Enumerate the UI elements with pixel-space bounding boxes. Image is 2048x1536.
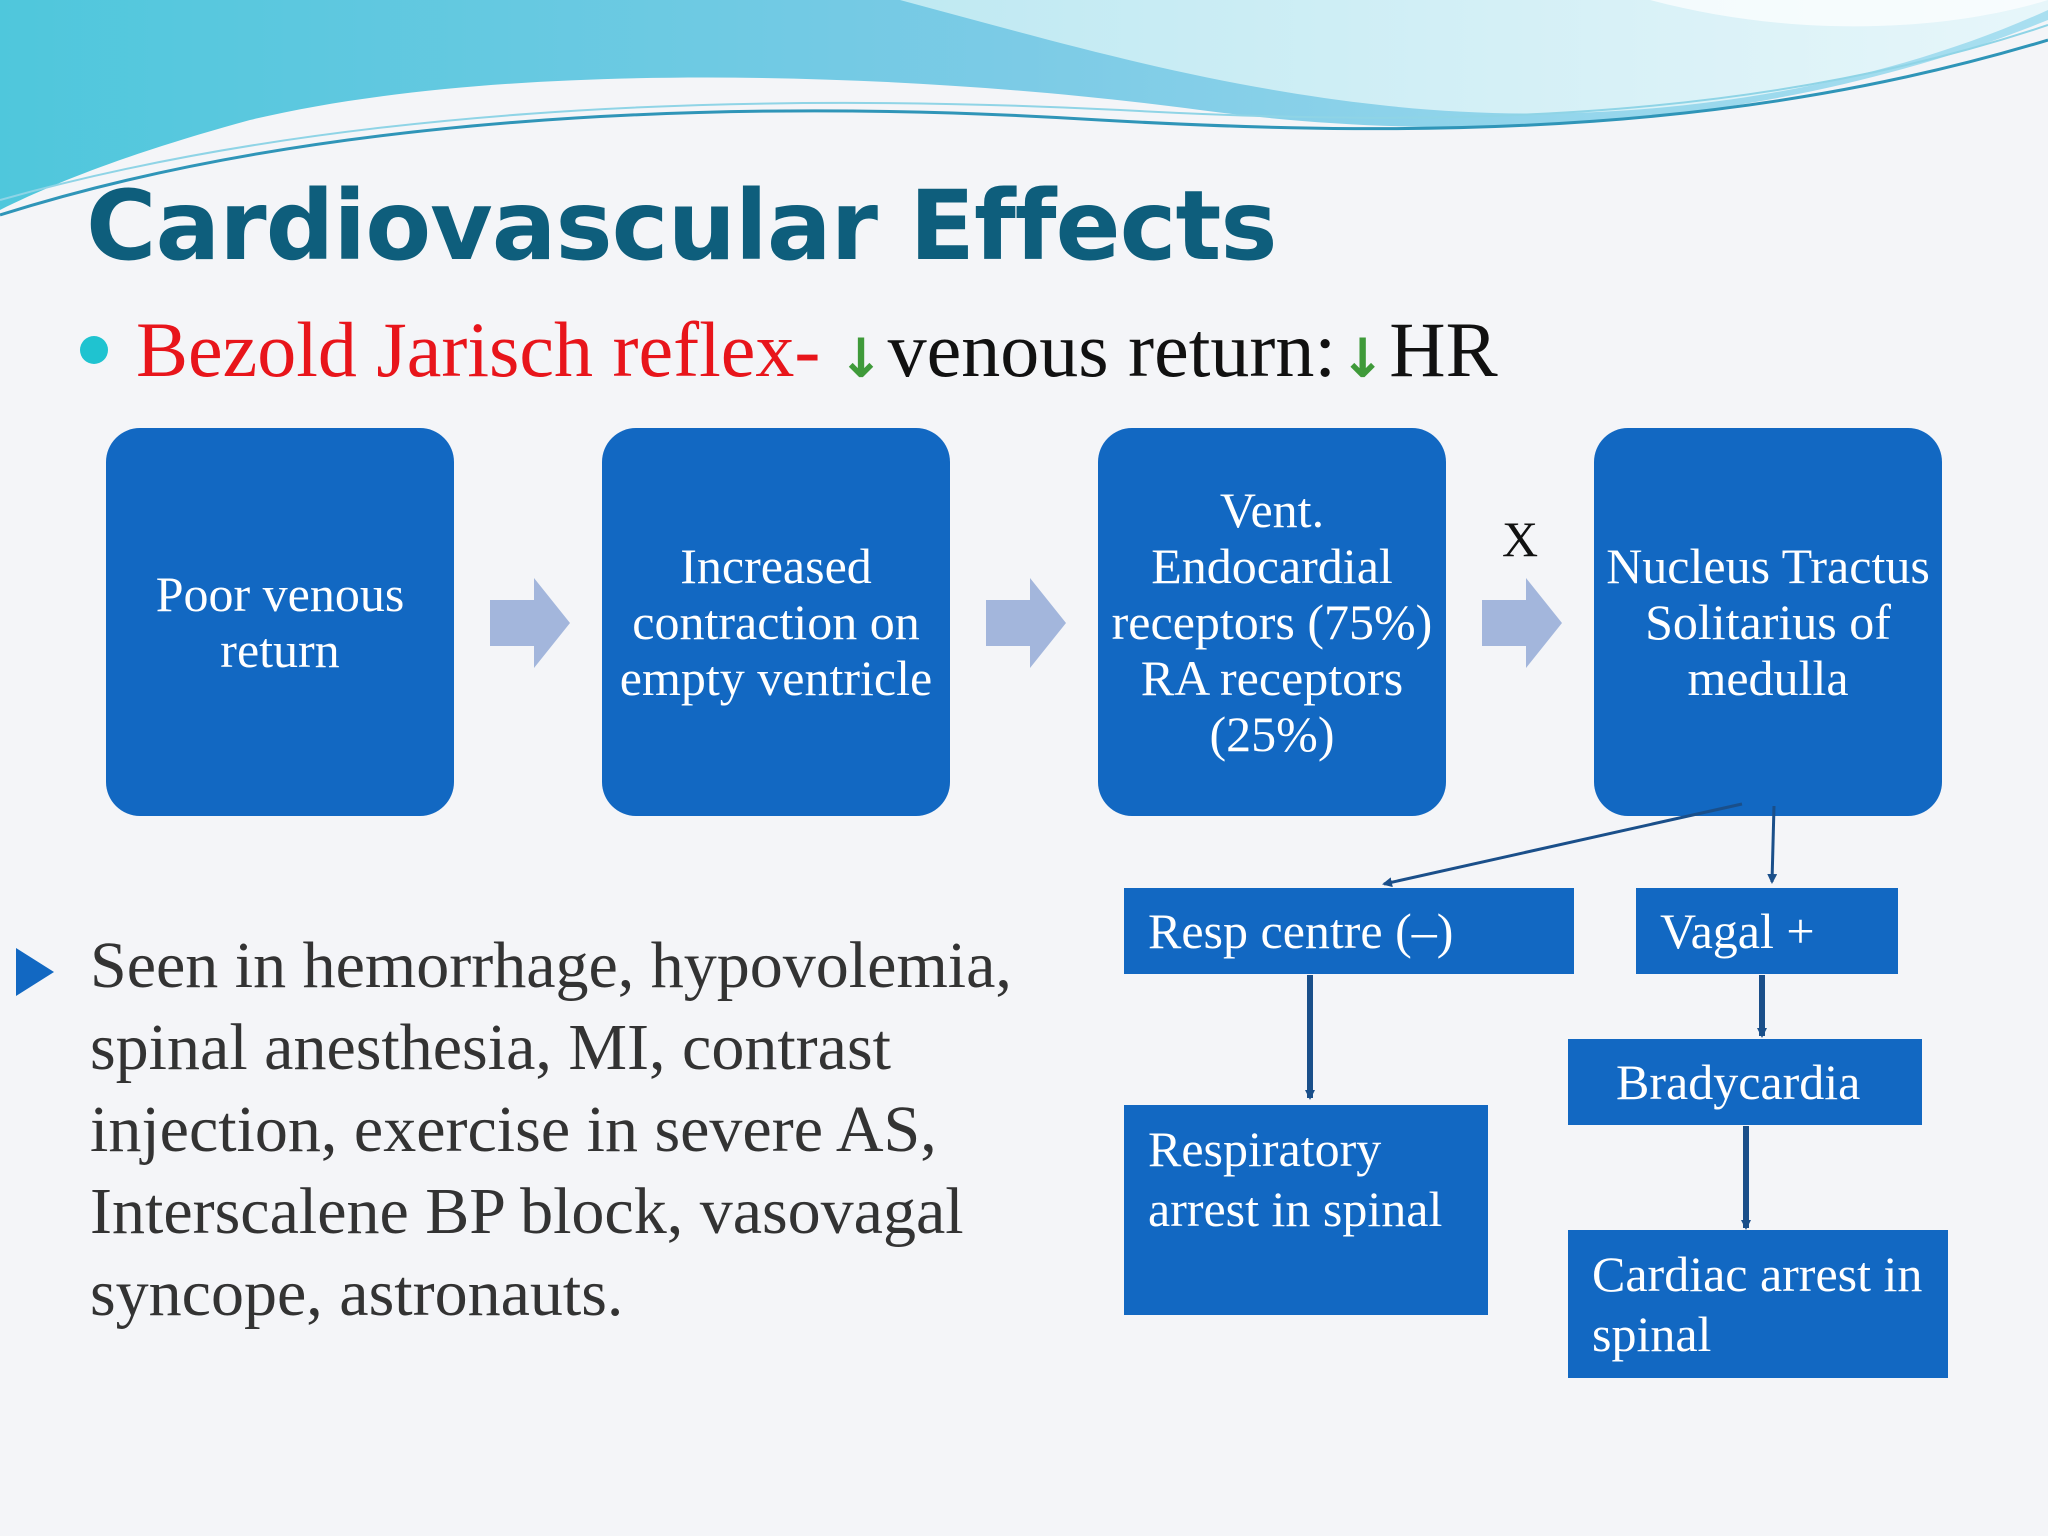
bradycardia-label: Bradycardia: [1616, 1054, 1861, 1110]
down-arrow-icon: ↓: [838, 326, 884, 390]
resp-centre-label: Resp centre (–): [1148, 903, 1454, 959]
respiratory-arrest-label: Respiratory arrest in spinal: [1148, 1121, 1443, 1237]
down-arrow-icon: ↓: [1340, 326, 1386, 390]
cardiac-arrest-label: Cardiac arrest in spinal: [1592, 1246, 1923, 1362]
vagal-box: [1636, 888, 1898, 974]
venous-return-text: venous return:: [887, 306, 1337, 393]
seen-in-text: Seen in hemorrhage, hypovolemia, spinal anesthesia, MI, contrast injection, exercise in severe AS, Interscalene BP block, vasovagal syncope, astronauts.: [90, 929, 1012, 1330]
cardiac-arrest-box: [1568, 1230, 1948, 1378]
slide-title: Cardiovascular Effects: [86, 170, 1277, 282]
bradycardia-box: [1568, 1039, 1922, 1125]
flow-box-label: Nucleus Tractus Solitarius of medulla: [1606, 538, 1930, 706]
hr-text: HR: [1389, 306, 1498, 393]
reflex-label: Bezold Jarisch reflex-: [136, 306, 821, 393]
triangle-bullet-icon: [16, 948, 54, 996]
flow-box-label: Poor venous return: [155, 566, 405, 678]
flow-box-label: Vent. Endocardial receptors (75%) RA receptors (25%): [1111, 482, 1433, 762]
block-x-mark: X: [1502, 511, 1539, 567]
connector-to-vagal: [1772, 806, 1774, 882]
flow-box-label: Increased contraction on empty ventricle: [619, 538, 933, 706]
respiratory-arrest-box: [1124, 1105, 1488, 1315]
resp-centre-box: [1124, 888, 1574, 974]
connector-to-resp-centre: [1384, 804, 1742, 884]
vagal-label: Vagal +: [1660, 903, 1815, 959]
